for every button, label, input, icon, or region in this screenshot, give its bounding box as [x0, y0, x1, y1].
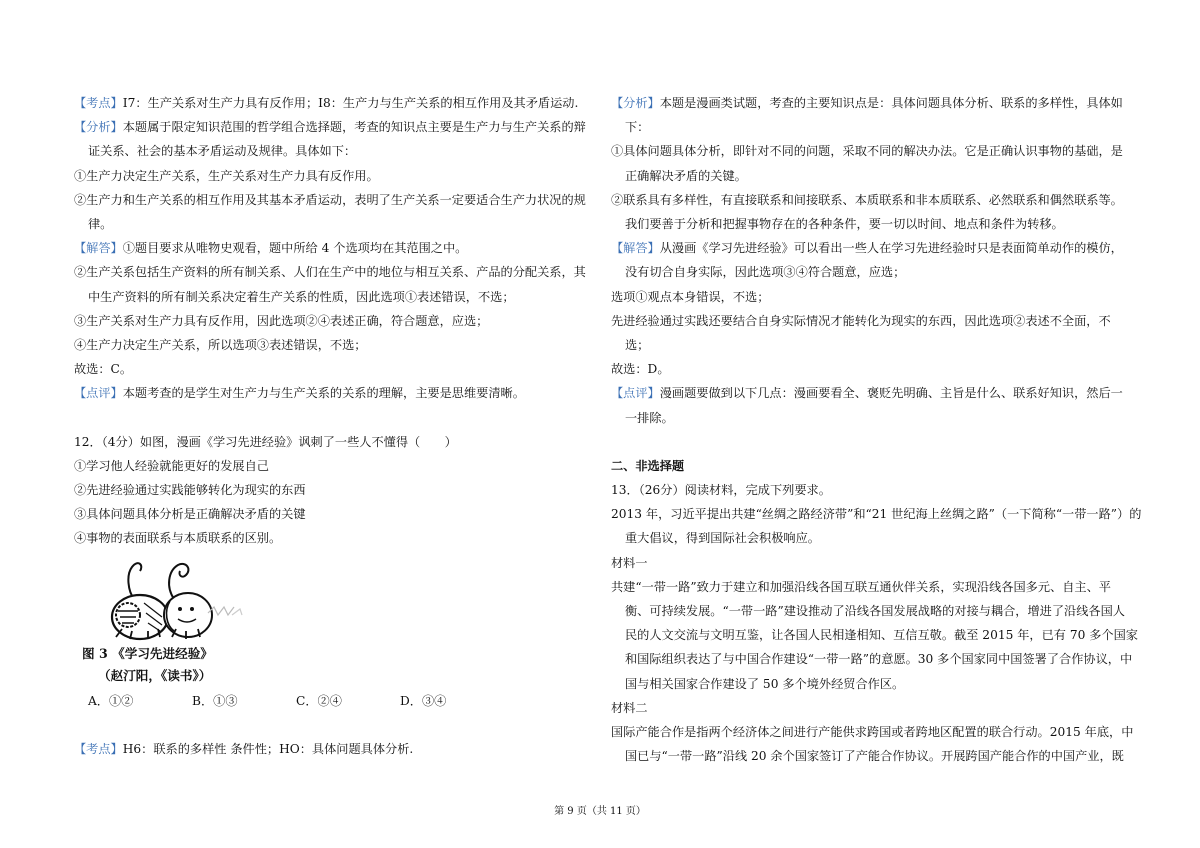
q12-statement-4: ④事物的表面联系与本质联系的区别。 — [74, 531, 282, 546]
option-a: A．①② — [88, 693, 134, 708]
fenxi-text: 本题是漫画类试题，考查的主要知识点是：具体问题具体分析、联系的多样性，具体如 — [659, 96, 1123, 110]
dianping-text: 漫画题要做到以下几点：漫画要看全、褒贬先明确、主旨是什么、联系好知识，然后一 — [659, 386, 1123, 401]
answer-point-4: ④生产力决定生产关系，所以选项③表述错误，不选； — [74, 338, 367, 353]
material-1-text: 共建“一带一路”致力于建立和加强沿线各国互联互通伙伴关系，实现沿线各国多元、自主、平 — [611, 579, 1111, 594]
jieda-text: ①题目要求从唯物史观看，题中所给 4 个选项均在其范围之中。 — [122, 241, 468, 256]
kaodian-line — [74, 737, 594, 761]
material-1-text-cont: 和国际组织表达了与中国合作建设“一带一路”的意愿。30 多个国家同中国签署了合作协议，中 — [625, 652, 1133, 667]
jieda-text: 从漫画《学习先进经验》可以看出一些人在学习先进经验时只是表面简单动作的模仿， — [659, 241, 1123, 256]
fenxi-tag: 【分析】 — [74, 120, 123, 135]
dianping-line — [74, 381, 594, 405]
analysis-point-2: ②联系具有多样性，有直接联系和间接联系、本质联系和非本质联系、必然联系和偶然联系等。 — [611, 192, 1123, 207]
jieda-line — [74, 236, 594, 260]
spacer — [74, 406, 594, 430]
q12-statement-3: ③具体问题具体分析是正确解决矛盾的关键 — [74, 507, 306, 522]
answer-choice: 故选：D。 — [611, 362, 670, 377]
kaodian-tag: 【考点】 — [74, 96, 123, 110]
intro-line: 2013 年，习近平提出共建“丝绸之路经济带”和“21 世纪海上丝绸之路”（一下简称“一带一路”）的 — [611, 507, 1142, 522]
analysis-point-2: ②生产力和生产关系的相互作用及其基本矛盾运动，表明了生产关系一定要适合生产力状况的规 — [74, 192, 586, 207]
answer-point-2-cont: 中生产资料的所有制关系决定着生产关系的性质，因此选项①表述错误，不选； — [88, 289, 515, 304]
analysis-point-1-cont: 正确解决矛盾的关键。 — [625, 168, 747, 183]
right-column — [611, 91, 1142, 768]
intro-line-cont: 重大倡议，得到国际社会积极响应。 — [625, 531, 820, 546]
dianping-tag: 【点评】 — [611, 386, 660, 401]
material-1-label: 材料一 — [611, 555, 648, 570]
analysis-point-2-cont: 我们要善于分析和把握事物存在的各种条件，要一切以时间、地点和条件为转移。 — [625, 217, 1064, 232]
q12-statement-2: ②先进经验通过实践能够转化为现实的东西 — [74, 483, 306, 498]
dianping-text-cont: 一排除。 — [625, 410, 674, 425]
material-1-text-cont: 民的人文交流与文明互鉴，让各国人民相逢相知、互信互敬。截至 2015 年，已有 70 多个国家 — [625, 628, 1138, 643]
cartoon-image — [104, 555, 254, 641]
answer-point-2: 先进经验通过实践还要结合自身实际情况才能转化为现实的东西，因此选项②表述不全面，不 — [611, 313, 1111, 328]
q12-statement-1: ①学习他人经验就能更好的发展自己 — [74, 458, 269, 473]
figure-caption-title: 图 3 《学习先进经验》 — [82, 645, 213, 661]
option-d: D．③④ — [400, 693, 447, 708]
cartoon-figure — [74, 555, 594, 689]
answer-point-2: ②生产关系包括生产资料的所有制关系、人们在生产中的地位与相互关系、产品的分配关系，其 — [74, 265, 586, 280]
option-c: C．②④ — [296, 693, 342, 708]
option-b: B．①③ — [192, 693, 238, 708]
question-13: 13．（26分）阅读材料，完成下列要求。 — [611, 483, 831, 498]
fenxi-text: 本题属于限定知识范围的哲学组合选择题，考查的知识点主要是生产力与生产关系的辩 — [122, 120, 586, 135]
fenxi-line — [611, 91, 1131, 115]
jieda-line — [611, 236, 1131, 260]
jieda-tag: 【解答】 — [611, 241, 660, 256]
material-1-text-cont: 衡、可持续发展。“一带一路”建设推动了沿线各国发展战略的对接与耦合，增进了沿线各国人 — [625, 604, 1125, 619]
fenxi-text-cont: 下： — [625, 120, 650, 135]
kaodian-tag: 【考点】 — [74, 741, 123, 756]
spacer — [74, 713, 594, 737]
analysis-point-1: ①具体问题具体分析，即针对不同的问题，采取不同的解决办法。它是正确认识事物的基础，是 — [611, 144, 1123, 159]
dianping-tag: 【点评】 — [74, 386, 123, 401]
material-2-text-cont: 国已与“一带一路”沿线 20 余个国家签订了产能合作协议。开展跨国产能合作的中国产业，既 — [625, 749, 1124, 764]
kaodian-text: H6：联系的多样性 条件性；HO：具体问题具体分析. — [122, 741, 414, 756]
dianping-text: 本题考查的是学生对生产力与生产关系的关系的理解，主要是思维要清晰。 — [122, 386, 525, 401]
answer-point-2-cont: 选； — [625, 338, 650, 353]
fenxi-line — [74, 115, 594, 139]
jieda-text-cont: 没有切合自身实际，因此选项③④符合题意，应选； — [625, 265, 906, 280]
analysis-point-1: ①生产力决定生产关系，生产关系对生产力具有反作用。 — [74, 168, 379, 183]
page-footer: 第 9 页（共 11 页） — [554, 806, 646, 817]
dianping-line — [611, 381, 1131, 405]
kaodian-line — [74, 91, 594, 115]
answer-point-3: ③生产关系对生产力具有反作用，因此选项②④表述正确，符合题意，应选； — [74, 313, 489, 328]
fenxi-text-cont: 证关系、社会的基本矛盾运动及规律。具体如下： — [88, 144, 357, 159]
kaodian-text: I7：生产关系对生产力具有反作用；I8：生产力与生产关系的相互作用及其矛盾运动. — [122, 96, 579, 110]
material-2-text: 国际产能合作是指两个经济体之间进行产能供求跨国或者跨地区配置的联合行动。2015 年底，中 — [611, 725, 1134, 740]
material-2-label: 材料二 — [611, 700, 648, 715]
jieda-tag: 【解答】 — [74, 241, 123, 256]
figure-caption-source: （赵汀阳，《读书》） — [98, 667, 212, 683]
spacer — [611, 430, 1131, 454]
left-column — [74, 91, 594, 761]
section-heading: 二、非选择题 — [611, 458, 685, 473]
answer-choice: 故选：C。 — [74, 362, 133, 377]
fenxi-tag: 【分析】 — [611, 96, 660, 110]
question-12: 12．（4分）如图，漫画《学习先进经验》讽刺了一些人不懂得（ ） — [74, 434, 457, 449]
answer-point-1: 选项①观点本身错误，不选； — [611, 289, 770, 304]
material-1-text-cont: 国与相关国家合作建设了 50 多个境外经贸合作区。 — [625, 676, 905, 691]
options-row — [74, 689, 594, 713]
analysis-point-2-cont: 律。 — [88, 217, 113, 232]
